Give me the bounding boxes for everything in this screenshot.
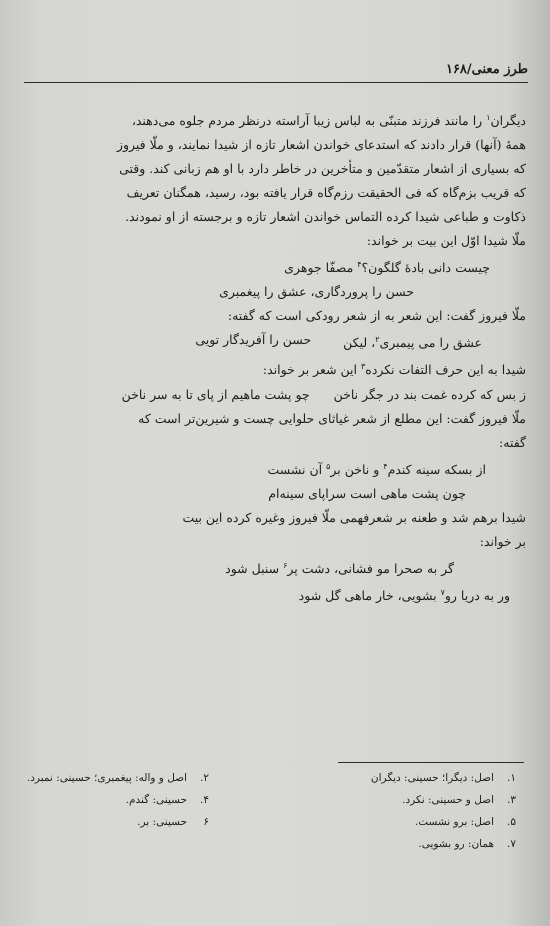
text-span: چیست دانی بادهٔ گلگون؟: [361, 260, 490, 276]
text-span: گر به صحرا مو فشانی، دشت پر: [287, 560, 454, 576]
footnote-rule: [338, 762, 524, 763]
footnote-marker[interactable]: ۲: [375, 335, 380, 345]
header-rule: [24, 82, 528, 83]
text-span: آن نشست: [267, 461, 327, 477]
text-line: گفته:: [499, 434, 526, 450]
footnote-text: حسینی: گندم.: [125, 794, 187, 806]
verse-line: [28, 554, 526, 581]
text-span: سنبل شود: [225, 560, 284, 576]
footnote-item: [26, 792, 269, 808]
verse-couplet: [28, 383, 526, 407]
footnote-text: اصل: دیگرا؛ حسینی: دیگران: [370, 772, 494, 784]
text-line: که بسیاری از اشعار متقدّمین و متأخرین در خاطر دارد با او هم زبانی کند. وقتی: [119, 161, 526, 177]
text-span: این شعر بر خواند:: [262, 362, 361, 378]
footnote-number: ۱.: [507, 772, 516, 784]
text-span: از بسکه سینه کندم: [387, 461, 486, 477]
verse-line: [28, 455, 526, 482]
footnote-marker[interactable]: ۴: [383, 461, 388, 471]
footnote-item: [281, 792, 524, 808]
footnote-marker[interactable]: ۵: [326, 461, 331, 471]
footnote-number: ۴.: [200, 794, 209, 806]
verse-line: حسن را پروردگاری، عشق را پیغمبری: [219, 284, 414, 300]
running-header-title: طرز معنی/۱۶۸: [445, 62, 528, 77]
footnote-marker[interactable]: ۱: [486, 113, 491, 122]
verse-line: چون پشت ماهی است سراپای سینه‌ام: [268, 485, 466, 501]
footnote-item: [281, 836, 524, 852]
hemistich: ز بس که کرده غمت بند در جگر ناخن: [333, 386, 526, 402]
footnote-text: اصل: برو نشست.: [414, 816, 494, 828]
hemistich: چو پشت ماهیم از پای تا به سر ناخن: [121, 386, 310, 402]
verse-couplet: [28, 328, 526, 355]
text-line: همهٔ (آنها) قرار دادند که استدعای خواندن اشعار تازه از شیدا نمایند، و ملّا فیروز: [116, 137, 526, 153]
footnote-item: [281, 814, 524, 830]
footnote-marker[interactable]: ۶: [283, 560, 288, 570]
text-span: بشویی، خار ماهی گل شود: [298, 588, 441, 604]
text-line: بر خواند:: [479, 533, 526, 549]
text-span: را مانند فرزند متبنّی به لباس زیبا آراسته درنظر مردم جلوه می‌دهند،: [131, 113, 487, 129]
verse-line: [28, 581, 526, 608]
text-line: شیدا برهم شد و طعنه بر شعرفهمی ملّا فیروز وغیره کرده این بیت: [182, 509, 526, 525]
footnotes: [26, 770, 524, 852]
footnote-text: اصل و واله: پیغمبری؛ حسینی: نمبرد.: [26, 772, 187, 784]
footnote-number: ۲.: [200, 772, 209, 784]
text-line: ملّا شیدا اوّل این بیت بر خواند:: [366, 233, 526, 249]
footnote-item: [26, 814, 269, 830]
text-span: دیگران: [490, 113, 526, 129]
verse-line: [28, 253, 526, 280]
text-span: ور به دریا رو: [444, 588, 510, 604]
hemistich: حسن را آفریدگار تویی: [195, 332, 312, 348]
footnote-number: ۵.: [507, 816, 516, 828]
footnote-number: ۳.: [507, 794, 516, 806]
page-header: [24, 62, 528, 77]
text-span: مصفّا جوهری: [284, 260, 358, 276]
text-line: ذکاوت و طباعی شیدا کرده التماس خواندن اشعار تازه و برجسته از او نمودند.: [125, 209, 526, 225]
text-span: شیدا به این حرف التفات نکرده: [365, 362, 526, 378]
text-line: ملّا فیروز گفت: این شعر به از شعر رودکی است که گفته:: [227, 308, 526, 324]
footnote-text: اصل و حسینی: نکرد.: [402, 794, 494, 806]
text-line: ملّا فیروز گفت: این مطلع از شعر غیاثای حلوایی چست و شیرین‌تر است که: [138, 410, 526, 426]
footnote-number: ۶: [203, 816, 209, 828]
footnote-item: [26, 770, 269, 786]
footnote-number: ۷.: [507, 838, 516, 850]
text-span: عشق را می پیمبری: [379, 335, 482, 351]
footnote-text: حسینی: بر.: [137, 816, 187, 828]
text-span: ، لیکن: [343, 335, 376, 351]
footnote-marker[interactable]: ۳: [360, 362, 366, 372]
main-text: [28, 106, 526, 608]
text-line: که قریب بزم‌گاه که فی الحقیقت رزم‌گاه قرار یافته بود، رسید، همگنان تعریف: [126, 185, 526, 201]
footnote-item: [281, 770, 524, 786]
footnote-marker[interactable]: ۴: [357, 260, 362, 270]
footnote-text: همان: رو بشویی.: [418, 838, 494, 850]
text-span: و ناخن بر: [330, 461, 384, 477]
hemistich: [343, 328, 482, 355]
text-line: [28, 355, 526, 382]
text-line: [28, 106, 526, 133]
footnote-marker[interactable]: ۷: [440, 587, 445, 597]
